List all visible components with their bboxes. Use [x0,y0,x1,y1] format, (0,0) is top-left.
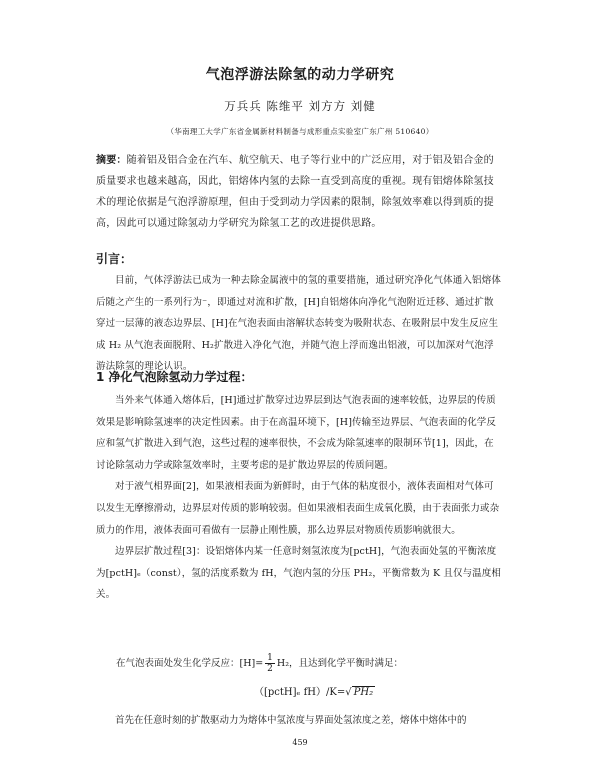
reaction-equation-line [116,653,403,674]
section-1-paragraph-3: 边界层扩散过程[3]：设铝熔体内某一任意时刻氢浓度为[pctH]，气泡表面处氢的平衡浓度为[pctH]ₑ（const），氢的活度系数为 fH，气泡内氢的分压 PH₂，平衡常数为 K 且仅与温度相关。 [96,546,501,601]
fraction-numerator: 1 [267,653,273,663]
sqrt-sign-icon: √ [345,687,352,698]
equation-lead-text: 在气泡表面处发生化学反应：[H]= [116,658,264,669]
fraction-one-half [265,653,275,674]
affiliation: （华南理工大学广东省金属新材料制备与成形重点实验室广东广州 510640） [166,127,434,136]
section-1-paragraph-1: 当外来气体通入熔体后，[H]通过扩散穿过边界层到达气泡表面的速率较低，边界层的传质效果是影响除氢速率的决定性因素。由于在高温环境下，[H]传输至边界层、气泡表面的化学反应和氢气扩散进入到气泡，这些过程的速率很快，不会成为除氢速率的限制环节[1]，因此，在讨论除氢动力学或除氢效率时，主要考虑的是扩散边界层的传质问题。 [96,395,496,471]
abstract-label: 摘要： [96,155,127,166]
fraction-denominator: 2 [267,664,273,674]
abstract [96,150,502,234]
section-1-body [96,390,502,606]
section-1-heading: 1 净化气泡除氢动力学过程： [96,370,253,384]
equilibrium-lhs: （[pctH]ₑ fH）/K= [254,687,346,698]
paper-title: 气泡浮游法除氢的动力学研究 [205,67,395,83]
intro-paragraph: 目前，气体浮游法已成为一种去除金属液中的氢的重要措施，通过研究净化气体通入铝熔体后随之产生的一系列行为⁻，即通过对流和扩散，[H]自铝熔体向净化气泡附近迁移、通过扩散穿过一层薄的液态边界层、[H]在气泡表面由溶解状态转变为吸附状态、在吸附层中发生反应生成 H₂ 从气泡表面脱附、H₂扩散进入净化气泡，并随气泡上浮而逸出铝液，可以加深对气泡浮游法除氢的理论认识。 [96,275,502,373]
author-list: 万兵兵 陈维平 刘方方 刘健 [224,99,376,113]
section-1-paragraph-4: 首先在任意时刻的扩散驱动力为熔体中氢浓度与界面处氢浓度之差，熔体中熔体中的 [115,715,467,726]
equation-tail-text: H₂，且达到化学平衡时满足： [276,658,403,669]
page-number: 459 [292,738,308,747]
intro-heading: 引言： [96,252,133,266]
abstract-text: 随着铝及铝合金在汽车、航空航天、电子等行业中的广泛应用，对于铝及铝合金的质量要求也越来越高，因此，铝熔体内氢的去除一直受到高度的重视。现有铝熔体除氢技术的理论依据是气泡浮游原理，但由于受到动力学因素的限制，除氢效率难以得到质的提高，因此可以通过除氢动力学研究为除氢工艺的改进提供思路。 [96,155,494,229]
sqrt-radicand: PH₂ [353,687,374,698]
section-1-paragraph-2: 对于液气相界面[2]，如果液相表面为新鲜时，由于气体的粘度很小，液体表面相对气体可以发生无摩擦滑动，边界层对传质的影响较弱。但如果液相表面生成氧化膜，由于表面张力或杂质力的作用，液体表面可看做有一层静止刚性膜，那么边界层对物质传质影响就很大。 [96,481,500,536]
equilibrium-equation [254,683,375,698]
